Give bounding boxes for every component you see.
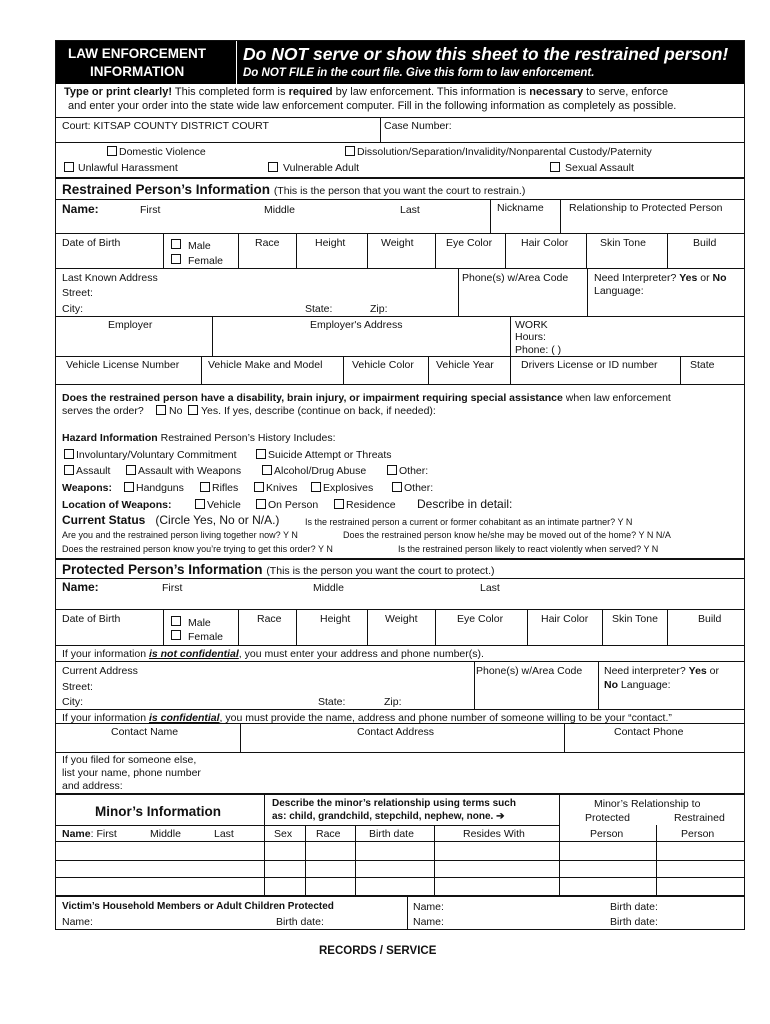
protected-section-title: [62, 562, 495, 579]
weapon-handguns-label: Handguns: [136, 482, 184, 494]
protected-last-label: Last: [480, 582, 500, 594]
protected-name-label: Name:: [62, 580, 99, 594]
restrained-last-address-label: Last Known Address: [62, 272, 158, 284]
protected-dob-label: Date of Birth: [62, 613, 121, 625]
p-interpreter-no: No: [604, 679, 618, 691]
protected-height-label: Height: [320, 613, 351, 625]
current-status-title: [62, 514, 279, 526]
minors-name-text: Name: [62, 828, 91, 840]
disability-serves-text: serves the order?: [62, 405, 144, 417]
intro-text: This completed form is: [172, 86, 289, 98]
restrained-female-checkbox[interactable]: [171, 254, 181, 264]
household-name-3: Name:: [413, 916, 444, 928]
status-question-3a: Does the restrained person know you’re trying to get this order? Y N: [62, 544, 333, 554]
disability-answer-row: [62, 405, 144, 417]
restrained-weight-label: Weight: [381, 237, 414, 249]
minors-race-label: Race: [316, 828, 341, 840]
protected-male-label: Male: [188, 617, 211, 629]
p-interpreter-yes: Yes: [688, 665, 707, 677]
vehicle-make-label: Vehicle Make and Model: [208, 359, 323, 371]
restrained-male-checkbox[interactable]: [171, 239, 181, 249]
restrained-build-label: Build: [693, 237, 717, 249]
restrained-first-label: First: [140, 204, 161, 216]
weapon-rifles-label: Rifles: [212, 482, 239, 494]
restrained-dob-label: Date of Birth: [62, 237, 121, 249]
hazard-other-checkbox[interactable]: [387, 465, 397, 475]
header-left-line1: LAW ENFORCEMENT: [68, 46, 206, 61]
contact-name-label: Contact Name: [111, 726, 179, 738]
dissolution-checkbox[interactable]: [345, 146, 355, 156]
vehicle-plate-label: Vehicle License Number: [66, 359, 180, 371]
location-label-text: Location of Weapons: [62, 499, 168, 511]
disability-yes-label: Yes. If yes, describe (continue on back, if needed):: [201, 405, 436, 417]
minors-protected-1: Protected: [585, 812, 630, 824]
minors-title: Minor’s Information: [95, 804, 221, 819]
intro-text3: to serve, enforce: [583, 86, 669, 98]
household-birth-1: Birth date:: [276, 916, 324, 928]
not-conf-c: , you must enter your address and phone number(s).: [238, 648, 484, 660]
restrained-title-text: Restrained Person’s Information: [62, 182, 271, 197]
hazard-assault-label: Assault: [76, 465, 111, 477]
weapon-other-label: Other:: [404, 482, 434, 494]
protected-street-label: Street:: [62, 681, 93, 693]
protected-eye-label: Eye Color: [457, 613, 504, 625]
status-question-1: Is the restrained person a current or former cohabitant as an intimate partner? Y N: [305, 517, 633, 527]
p-language: Language:: [618, 679, 671, 691]
protected-phones-label: Phone(s) w/Area Code: [476, 665, 583, 677]
disability-question-bold: Does the restrained person have a disability, brain injury, or impairment requiring special assistance: [62, 392, 563, 404]
unlawful-harassment-checkbox[interactable]: [64, 162, 74, 172]
restrained-phones-label: Phone(s) w/Area Code: [462, 272, 569, 284]
work-hours-label: Hours:: [515, 331, 546, 343]
filed-for-line3: and address:: [62, 780, 123, 792]
protected-city-label: City:: [62, 696, 83, 708]
minors-restrained-1: Restrained: [674, 812, 725, 824]
interpreter-or: or: [697, 272, 713, 284]
hazard-commitment-label: Involuntary/Voluntary Commitment: [76, 449, 237, 461]
restrained-language-label: Language:: [594, 285, 644, 297]
not-conf-a: If your information: [62, 648, 149, 660]
restrained-section-title: [62, 182, 525, 199]
protected-female-label: Female: [188, 631, 224, 643]
disability-question-rest: when law enforcement: [562, 392, 671, 404]
protected-title-text: Protected Person’s Information: [62, 562, 263, 577]
minors-resides-label: Resides With: [463, 828, 525, 840]
restrained-name-label: Name:: [62, 202, 99, 216]
hazard-other-label: Other:: [399, 465, 429, 477]
protected-build-label: Build: [698, 613, 722, 625]
vulnerable-adult-checkbox[interactable]: [268, 162, 278, 172]
p-interpreter-or: or: [706, 665, 720, 677]
location-label: Location of Weapons:: [62, 499, 172, 511]
protected-race-label: Race: [257, 613, 282, 625]
location-residence-label: Residence: [346, 499, 396, 511]
location-person-checkbox[interactable]: [256, 499, 266, 509]
minors-rel-title: Minor’s Relationship to: [594, 798, 701, 810]
protected-interpreter-label: [604, 665, 719, 677]
disability-question: [62, 392, 671, 404]
restrained-state-label: State:: [305, 303, 333, 315]
unlawful-harassment-label: Unlawful Harassment: [78, 162, 178, 174]
weapon-explosives-checkbox[interactable]: [311, 482, 321, 492]
restrained-last-label: Last: [400, 204, 420, 216]
hazard-alcohol-label: Alcohol/Drug Abuse: [274, 465, 367, 477]
protected-weight-label: Weight: [385, 613, 418, 625]
protected-title-note: (This is the person you want the court to protect.): [266, 565, 495, 577]
restrained-skin-label: Skin Tone: [600, 237, 646, 249]
restrained-female-label: Female: [188, 255, 224, 267]
footer-records-service: RECORDS / SERVICE: [319, 945, 437, 957]
hazard-assault-weapons-checkbox[interactable]: [126, 465, 136, 475]
conf-c: , you must provide the name, address and phone number of someone willing to be your “contact.”: [219, 712, 672, 724]
disability-yes-checkbox[interactable]: [188, 405, 198, 415]
conf-a: If your information: [62, 712, 149, 724]
household-birth-3: Birth date:: [610, 916, 658, 928]
vulnerable-adult-label: Vulnerable Adult: [283, 162, 360, 174]
protected-first-label: First: [162, 582, 183, 594]
work-phone-label: Phone: ( ): [515, 344, 562, 356]
p-interpreter-text: Need interpreter?: [604, 665, 689, 677]
location-person-label: On Person: [268, 499, 319, 511]
protected-female-checkbox[interactable]: [171, 630, 181, 640]
restrained-street-label: Street:: [62, 287, 93, 299]
minors-restrained-2: Person: [681, 828, 715, 840]
dissolution-label: Dissolution/Separation/Invalidity/Nonparental Custody/Paternity: [357, 146, 652, 158]
intro-line1: [64, 86, 668, 98]
protected-zip-label: Zip:: [384, 696, 402, 708]
restrained-zip-label: Zip:: [370, 303, 388, 315]
household-birth-2: Birth date:: [610, 901, 658, 913]
weapon-handguns-checkbox[interactable]: [124, 482, 134, 492]
restrained-interpreter-label: [594, 272, 727, 284]
location-residence-checkbox[interactable]: [334, 499, 344, 509]
not-conf-emphasis: is not confidential: [148, 648, 239, 660]
filed-for-line1: If you filed for someone else,: [62, 754, 197, 766]
minors-describe-line1: Describe the minor’s relationship using terms such: [272, 798, 516, 809]
restrained-middle-label: Middle: [264, 204, 295, 216]
minors-first: : First: [90, 828, 117, 840]
hazard-assault-weapons-label: Assault with Weapons: [138, 465, 242, 477]
vehicle-year-label: Vehicle Year: [436, 359, 494, 371]
hazard-suicide-checkbox[interactable]: [256, 449, 266, 459]
domestic-violence-label: Domestic Violence: [119, 146, 206, 158]
restrained-eye-label: Eye Color: [446, 237, 493, 249]
status-question-2b: Does the restrained person know he/she may be moved out of the home? Y N N/A: [343, 530, 671, 540]
current-status-circle: (Circle Yes, No or N/A.): [155, 513, 280, 527]
hazard-note: Restrained Person’s History Includes:: [157, 432, 336, 444]
case-number-label: Case Number:: [384, 120, 452, 132]
current-status-text: Current Status: [62, 513, 146, 527]
protected-male-checkbox[interactable]: [171, 616, 181, 626]
not-confidential-note: [62, 648, 484, 660]
filed-for-line2: list your name, phone number: [62, 767, 201, 779]
restrained-title-note: (This is the person that you want the court to restrain.): [273, 185, 526, 197]
drivers-license-label: Drivers License or ID number: [521, 359, 658, 371]
hazard-assault-checkbox[interactable]: [64, 465, 74, 475]
protected-current-address-label: Current Address: [62, 665, 138, 677]
minors-middle-label: Middle: [150, 828, 181, 840]
restrained-city-label: City:: [62, 303, 83, 315]
sexual-assault-checkbox[interactable]: [550, 162, 560, 172]
hazard-commitment-checkbox[interactable]: [64, 449, 74, 459]
contact-address-label: Contact Address: [357, 726, 435, 738]
protected-skin-label: Skin Tone: [612, 613, 658, 625]
minors-protected-2: Person: [590, 828, 624, 840]
interpreter-text: Need Interpreter?: [594, 272, 680, 284]
protected-state-label: State:: [318, 696, 346, 708]
contact-phone-label: Contact Phone: [614, 726, 684, 738]
weapon-knives-checkbox[interactable]: [254, 482, 264, 492]
intro-text2: by law enforcement. This information is: [332, 86, 530, 98]
protected-hair-label: Hair Color: [541, 613, 589, 625]
restrained-nickname-label: Nickname: [497, 202, 544, 214]
disability-no-label: No: [169, 405, 183, 417]
household-name-1: Name:: [62, 916, 93, 928]
header-left-line2: INFORMATION: [90, 64, 185, 79]
work-label: WORK: [515, 319, 548, 331]
employer-address-label: Employer's Address: [310, 319, 403, 331]
sexual-assault-label: Sexual Assault: [565, 162, 634, 174]
minors-last-label: Last: [214, 828, 234, 840]
restrained-relationship-label: Relationship to Protected Person: [569, 202, 723, 214]
status-question-3b: Is the restrained person likely to react violently when served? Y N: [398, 544, 659, 554]
vehicle-color-label: Vehicle Color: [352, 359, 414, 371]
restrained-male-label: Male: [188, 240, 211, 252]
restrained-hair-label: Hair Color: [521, 237, 569, 249]
intro-line2: and enter your order into the state wide law enforcement computer. Fill in the following information as completely as possible.: [68, 100, 677, 112]
minors-birth-label: Birth date: [369, 828, 414, 840]
header-sub-warning: Do NOT FILE in the court file. Give this form to law enforcement.: [243, 67, 595, 79]
court-label: Court: KITSAP COUNTY DISTRICT COURT: [62, 120, 269, 132]
weapon-knives-label: Knives: [266, 482, 298, 494]
intro-emphasis: Type or print clearly!: [64, 86, 172, 98]
hazard-alcohol-checkbox[interactable]: [262, 465, 272, 475]
intro-necessary: necessary: [529, 86, 584, 98]
minors-name-label: [62, 828, 117, 840]
restrained-height-label: Height: [315, 237, 346, 249]
weapon-other-checkbox[interactable]: [392, 482, 402, 492]
header-warning: Do NOT serve or show this sheet to the restrained person!: [243, 44, 729, 64]
disability-no-checkbox[interactable]: [156, 405, 166, 415]
hazard-info: [62, 432, 336, 444]
dl-state-label: State: [690, 359, 715, 371]
interpreter-yes: Yes: [679, 272, 698, 284]
household-name-2: Name:: [413, 901, 444, 913]
weapons-label: Weapons:: [62, 482, 112, 494]
location-vehicle-checkbox[interactable]: [195, 499, 205, 509]
restrained-race-label: Race: [255, 237, 280, 249]
interpreter-no: No: [712, 272, 727, 284]
household-title: Victim’s Household Members or Adult Children Protected: [62, 901, 334, 912]
employer-label: Employer: [108, 319, 153, 331]
conf-emphasis: is confidential: [148, 712, 220, 724]
weapon-explosives-label: Explosives: [323, 482, 374, 494]
status-question-2a: Are you and the restrained person living together now? Y N: [62, 530, 298, 540]
minors-describe-line2: as: child, grandchild, stepchild, nephew, none. ➔: [272, 811, 505, 822]
weapon-rifles-checkbox[interactable]: [200, 482, 210, 492]
location-vehicle-label: Vehicle: [207, 499, 241, 511]
minors-sex-label: Sex: [274, 828, 293, 840]
intro-required: required: [288, 86, 333, 98]
protected-middle-label: Middle: [313, 582, 344, 594]
hazard-title: Hazard Information: [62, 432, 158, 444]
domestic-violence-checkbox[interactable]: [107, 146, 117, 156]
protected-language-label: [604, 679, 671, 691]
hazard-suicide-label: Suicide Attempt or Threats: [268, 449, 392, 461]
describe-detail-label: Describe in detail:: [417, 497, 513, 511]
